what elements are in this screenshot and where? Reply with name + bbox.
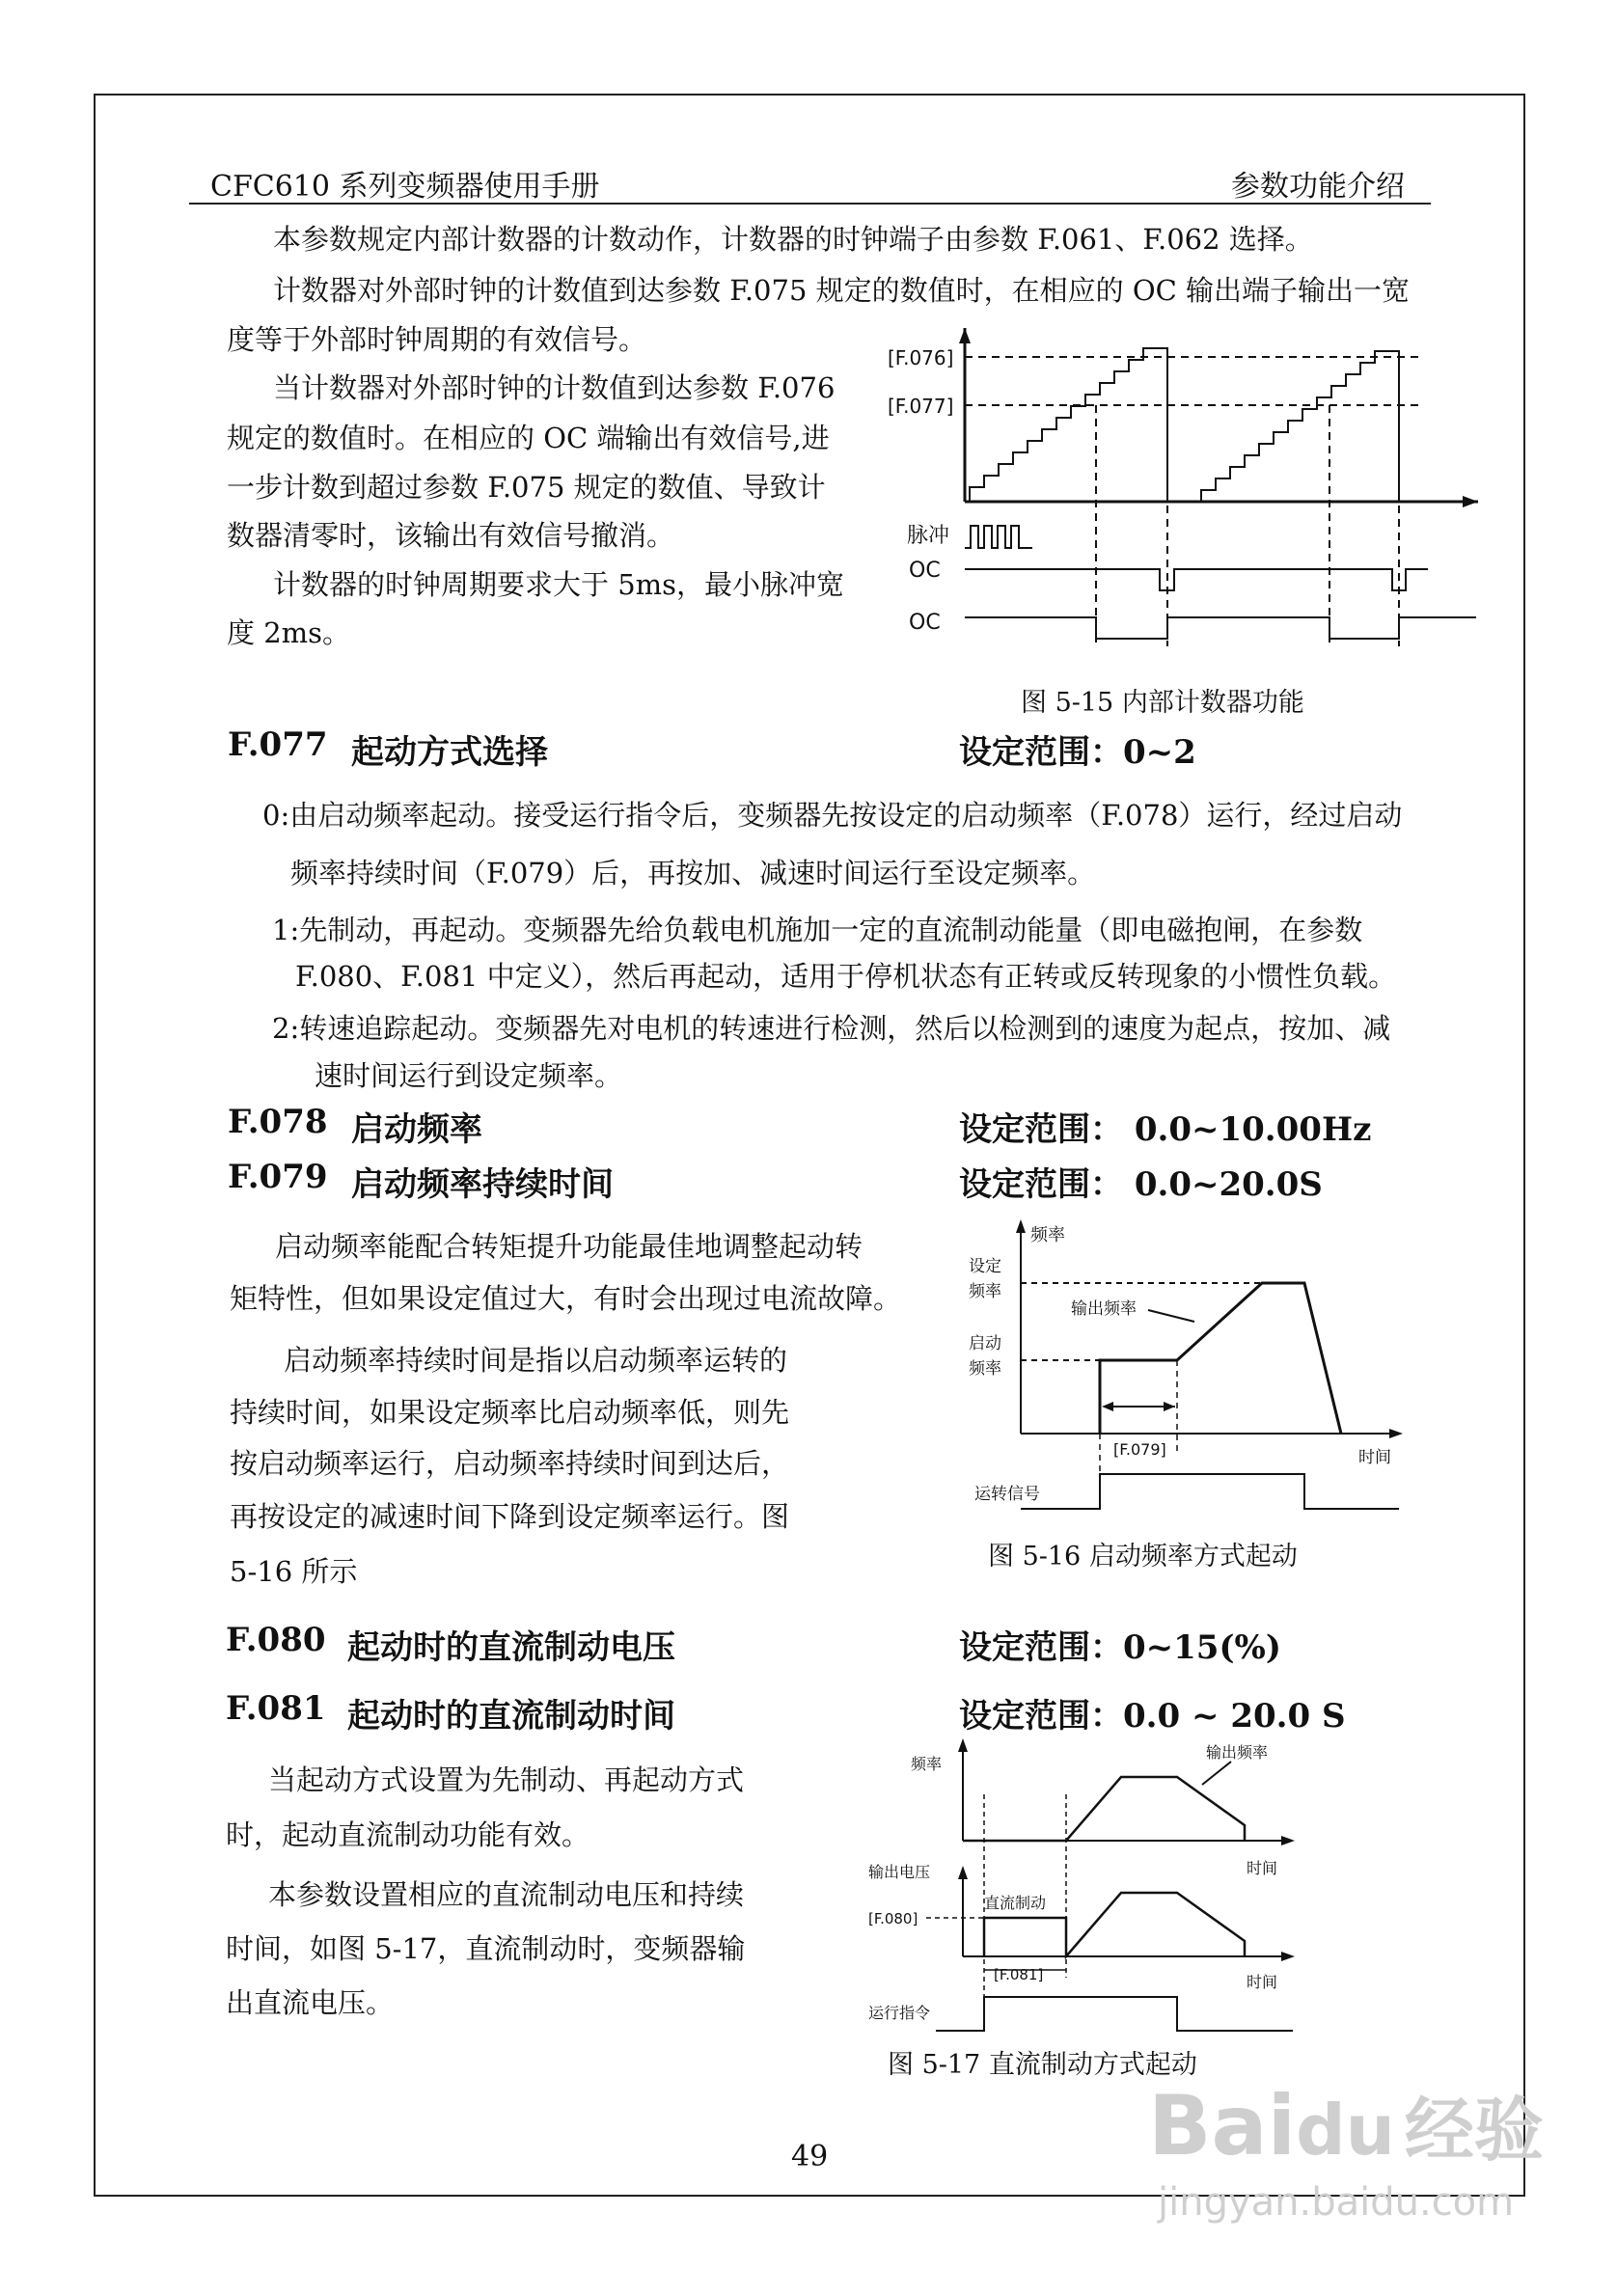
figure-5-17-caption: 图 5-17 直流制动方式起动	[888, 2050, 1197, 2080]
f081-name: 起动时的直流制动时间	[347, 1697, 675, 1736]
fig16-label-start-2: 频率	[969, 1359, 1001, 1379]
fig17-label-dc-brake: 直流制动	[984, 1894, 1047, 1912]
header-title: CFC610 系列变频器使用手册	[210, 170, 600, 204]
fig17-label-output-voltage: 输出电压	[868, 1863, 931, 1881]
f079-range: 设定范围： 0.0~20.0S	[959, 1165, 1323, 1204]
fig16-label-run-signal: 运转信号	[974, 1485, 1040, 1504]
f079-paragraph-2d: 再按设定的减速时间下降到设定频率运行。图	[230, 1500, 790, 1533]
f081-paragraph-1b: 时，起动直流制动功能有效。	[226, 1818, 590, 1851]
intro-paragraph-3d: 数器清零时，该输出有效信号撤消。	[227, 519, 675, 552]
intro-paragraph-1: 本参数规定内部计数器的计数动作，计数器的时钟端子由参数 F.061、F.062 选择。	[273, 223, 1313, 256]
f079-paragraph-2b: 持续时间，如果设定频率比启动频率低，则先	[230, 1396, 790, 1429]
f079-paragraph-1b: 矩特性，但如果设定值过大，有时会出现过电流故障。	[230, 1282, 902, 1315]
intro-paragraph-3b: 规定的数值时。在相应的 OC 端输出有效信号,进	[227, 422, 830, 454]
figure-5-15-counter-diagram	[888, 328, 1486, 685]
intro-paragraph-4b: 度 2ms。	[227, 616, 351, 649]
f080-name: 起动时的直流制动电压	[347, 1628, 675, 1667]
f077-range: 设定范围：0~2	[959, 733, 1196, 772]
fig16-label-set-2: 频率	[969, 1282, 1001, 1301]
label-pulse: 脉冲	[907, 524, 950, 548]
fig16-label-set-1: 设定	[969, 1257, 1001, 1276]
figure-5-16-caption: 图 5-16 启动频率方式起动	[988, 1542, 1298, 1572]
f081-paragraph-2a: 本参数设置相应的直流制动电压和持续	[268, 1878, 745, 1911]
f077-option-2a: 2:转速追踪起动。变频器先对电机的转速进行检测，然后以检测到的速度为起点，按加、减	[272, 1012, 1391, 1045]
f080-range: 设定范围：0~15(%)	[959, 1628, 1281, 1667]
watermark-url: jingyan.baidu.com	[1158, 2180, 1515, 2225]
intro-paragraph-3a: 当计数器对外部时钟的计数值到达参数 F.076	[273, 371, 836, 404]
f079-paragraph-2c: 按启动频率运行，启动频率持续时间到达后，	[230, 1447, 790, 1480]
watermark-logo	[1148, 2074, 1544, 2174]
f081-code: F.081	[226, 1689, 326, 1728]
f077-option-0b: 频率持续时间（F.079）后，再按加、减速时间运行至设定频率。	[290, 857, 1096, 889]
intro-paragraph-4a: 计数器的时钟周期要求大于 5ms，最小脉冲宽	[273, 568, 845, 601]
figure-5-15-caption: 图 5-15 内部计数器功能	[1021, 688, 1304, 718]
f077-option-2b: 速时间运行到设定频率。	[315, 1059, 623, 1092]
fig17-label-f081: [F.081]	[994, 1966, 1044, 1983]
fig16-label-frequency: 频率	[1030, 1225, 1065, 1245]
fig17-label-output-frequency: 输出频率	[1206, 1743, 1269, 1762]
f077-option-0a: 0:由启动频率起动。接受运行指令后，变频器先按设定的启动频率（F.078）运行，经过启动	[262, 799, 1403, 832]
label-oc-1: OC	[909, 559, 941, 583]
watermark-brand: Bai	[1148, 2078, 1297, 2174]
f077-option-1a: 1:先制动，再起动。变频器先给负载电机施加一定的直流制动能量（即电磁抱闸，在参数	[272, 914, 1363, 946]
f077-code: F.077	[228, 725, 328, 764]
fig17-label-run-command: 运行指令	[868, 2004, 931, 2022]
f079-paragraph-2a: 启动频率持续时间是指以启动频率运转的	[284, 1344, 788, 1377]
f081-paragraph-2c: 出直流电压。	[226, 1986, 395, 2019]
f079-paragraph-1a: 启动频率能配合转矩提升功能最佳地调整起动转	[275, 1230, 863, 1263]
f077-name: 起动方式选择	[351, 733, 548, 772]
fig17-label-time-2: 时间	[1247, 1973, 1278, 1991]
intro-paragraph-3c: 一步计数到超过参数 F.075 规定的数值、导致计	[227, 471, 826, 504]
intro-paragraph-2a: 计数器对外部时钟的计数值到达参数 F.075 规定的数值时，在相应的 OC 输出端子输出一宽	[273, 274, 1411, 307]
f081-paragraph-2b: 时间，如图 5-17，直流制动时，变频器输	[226, 1932, 746, 1965]
fig17-label-time-1: 时间	[1247, 1859, 1278, 1877]
figure-5-16-start-frequency-diagram	[955, 1214, 1409, 1513]
f080-code: F.080	[226, 1621, 326, 1659]
fig16-label-output-frequency: 输出频率	[1071, 1299, 1137, 1319]
f078-name: 启动频率	[351, 1110, 482, 1149]
fig17-label-frequency: 频率	[911, 1755, 943, 1773]
figure-5-17-dc-braking-diagram	[868, 1736, 1302, 2036]
watermark-cn: 经验	[1404, 2090, 1544, 2171]
f079-name: 启动频率持续时间	[351, 1165, 614, 1204]
f081-range: 设定范围：0.0 ~ 20.0 S	[959, 1697, 1346, 1736]
f077-option-1b: F.080、F.081 中定义），然后再起动，适用于停机状态有正转或反转现象的小惯性负载。	[295, 960, 1397, 993]
f079-paragraph-2e: 5-16 所示	[230, 1555, 358, 1588]
f078-range: 设定范围： 0.0~10.00Hz	[959, 1110, 1372, 1149]
f081-paragraph-1a: 当起动方式设置为先制动、再起动方式	[268, 1763, 745, 1796]
fig17-label-f080: [F.080]	[868, 1910, 918, 1927]
fig16-label-f079: [F.079]	[1113, 1440, 1166, 1459]
label-f077: [F.077]	[888, 395, 954, 418]
fig16-label-time: 时间	[1358, 1448, 1391, 1467]
watermark-paw: du	[1296, 2090, 1395, 2171]
f079-code: F.079	[228, 1158, 328, 1196]
page-number: 49	[791, 2140, 829, 2173]
header-rule	[189, 203, 1431, 205]
label-f076: [F.076]	[888, 346, 954, 369]
intro-paragraph-2b: 度等于外部时钟周期的有效信号。	[227, 323, 647, 356]
label-oc-2: OC	[909, 611, 941, 635]
fig16-label-start-1: 启动	[969, 1334, 1001, 1353]
f078-code: F.078	[228, 1103, 328, 1141]
header-section: 参数功能介绍	[1231, 170, 1405, 204]
